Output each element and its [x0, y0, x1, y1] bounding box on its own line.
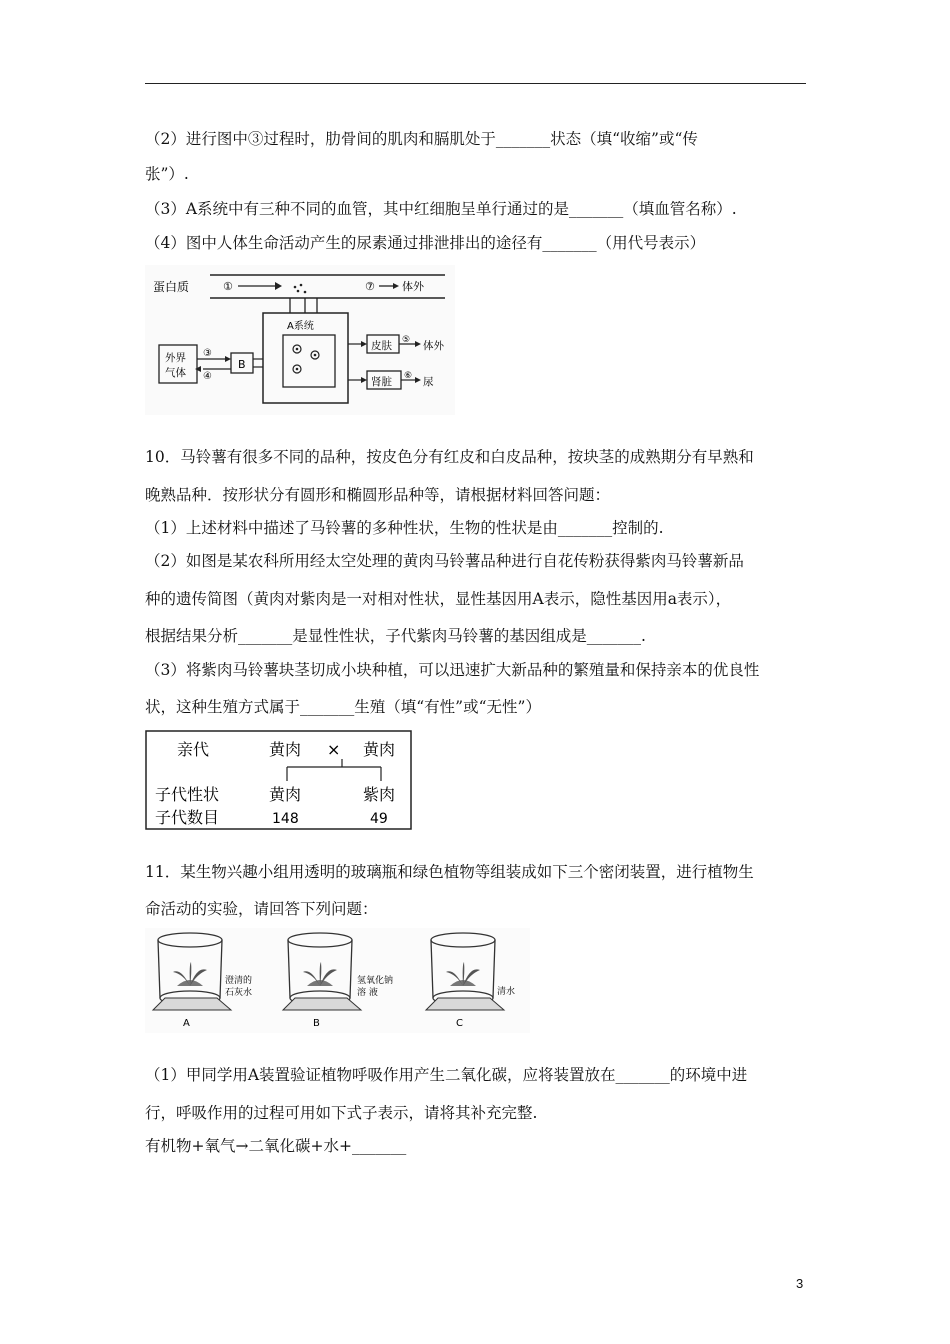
offspring-trait-label: 子代性状 — [155, 785, 220, 804]
out-body-skin: 体外 — [423, 340, 444, 352]
count1-value: 148 — [272, 811, 299, 827]
step5-label: ⑤ — [402, 335, 411, 345]
step1-label: ① — [223, 280, 233, 293]
q9-part3: （3）A系统中有三种不同的血管，其中红细胞呈单行通过的是_______（填血管名称）. — [145, 200, 737, 218]
q11-part1-line2: 行，呼吸作用的过程可用如下式子表示，请将其补充完整. — [145, 1104, 538, 1122]
q10-part2-line2: 种的遗传简图（黄肉对紫肉是一对相对性状，显性基因用A表示，隐性基因用a表示）， — [145, 590, 732, 608]
q9-part2-line2: 张”）. — [145, 165, 189, 183]
circulation-diagram — [145, 265, 455, 415]
protein-label: 蛋白质 — [153, 280, 190, 294]
jar-b-liquid-1: 氢氧化钠 — [357, 976, 394, 986]
step3-label: ③ — [203, 348, 212, 359]
genetics-table — [145, 730, 415, 832]
jar-c-liquid-1: 清水 — [497, 987, 516, 997]
q10-line1: 10．马铃薯有很多不同的品种，按皮色分有红皮和白皮品种，按块茎的成熟期分有早熟和 — [145, 448, 754, 466]
skin-label: 皮肤 — [371, 340, 392, 352]
header-rule — [145, 83, 806, 84]
parent-label: 亲代 — [177, 740, 210, 759]
count2-value: 49 — [370, 811, 388, 827]
step4-label: ④ — [203, 371, 212, 382]
outside-gas-label-2: 气体 — [165, 367, 186, 379]
q10-part1: （1）上述材料中描述了马铃薯的多种性状，生物的性状是由_______控制的. — [145, 519, 664, 537]
jar-a-liquid-1: 澄清的 — [225, 976, 253, 986]
q10-part2-line3: 根据结果分析_______是显性性状，子代紫肉马铃薯的基因组成是_______. — [145, 627, 646, 645]
q10-part3-line2: 状，这种生殖方式属于_______生殖（填“有性”或“无性”） — [145, 698, 541, 716]
out-body-top: 体外 — [402, 280, 424, 293]
urine-label: 尿 — [423, 376, 434, 388]
jar-c-label: C — [456, 1018, 463, 1029]
jar-a-liquid-2: 石灰水 — [225, 988, 253, 998]
offspring-count-label: 子代数目 — [155, 808, 220, 827]
q11-part1-line1: （1）甲同学用A装置验证植物呼吸作用产生二氧化碳，应将装置放在_______的环境中进 — [145, 1066, 748, 1084]
q9-part2-line1: （2）进行图中③过程时，肋骨间的肌肉和膈肌处于_______状态（填“收缩”或“传 — [145, 130, 698, 148]
system-a-label: A系统 — [287, 321, 314, 332]
q11-line1: 11．某生物兴趣小组用透明的玻璃瓶和绿色植物等组装成如下三个密闭装置，进行植物生 — [145, 863, 754, 881]
offspring2-label: 紫肉 — [363, 785, 396, 804]
q9-part4: （4）图中人体生命活动产生的尿素通过排泄排出的途径有_______（用代号表示） — [145, 234, 706, 252]
jar-b-label: B — [313, 1018, 320, 1029]
parent2-label: 黄肉 — [363, 740, 396, 759]
box-b-label: B — [238, 358, 246, 371]
q10-part3-line1: （3）将紫肉马铃薯块茎切成小块种植，可以迅速扩大新品种的繁殖量和保持亲本的优良性 — [145, 661, 760, 679]
cross-symbol: × — [327, 740, 341, 759]
q10-part2-line1: （2）如图是某农科所用经太空处理的黄肉马铃薯品种进行自花传粉获得紫肉马铃薯新品 — [145, 552, 744, 570]
q11-formula: 有机物+氧气→二氧化碳+水+_______ — [145, 1137, 407, 1155]
jar-experiment-figure — [145, 928, 530, 1033]
q10-line2: 晚熟品种．按形状分有圆形和椭圆形品种等，请根据材料回答问题： — [145, 486, 611, 504]
page-number: 3 — [796, 1276, 804, 1291]
jar-b-liquid-2: 溶 液 — [357, 988, 378, 998]
outside-gas-label-1: 外界 — [165, 352, 186, 364]
parent1-label: 黄肉 — [269, 740, 302, 759]
step7-label: ⑦ — [365, 280, 375, 293]
step6-label: ⑥ — [404, 371, 413, 381]
kidney-label: 肾脏 — [371, 376, 392, 388]
jar-a-label: A — [183, 1018, 190, 1029]
offspring1-label: 黄肉 — [269, 785, 302, 804]
q11-line2: 命活动的实验，请回答下列问题： — [145, 900, 378, 918]
